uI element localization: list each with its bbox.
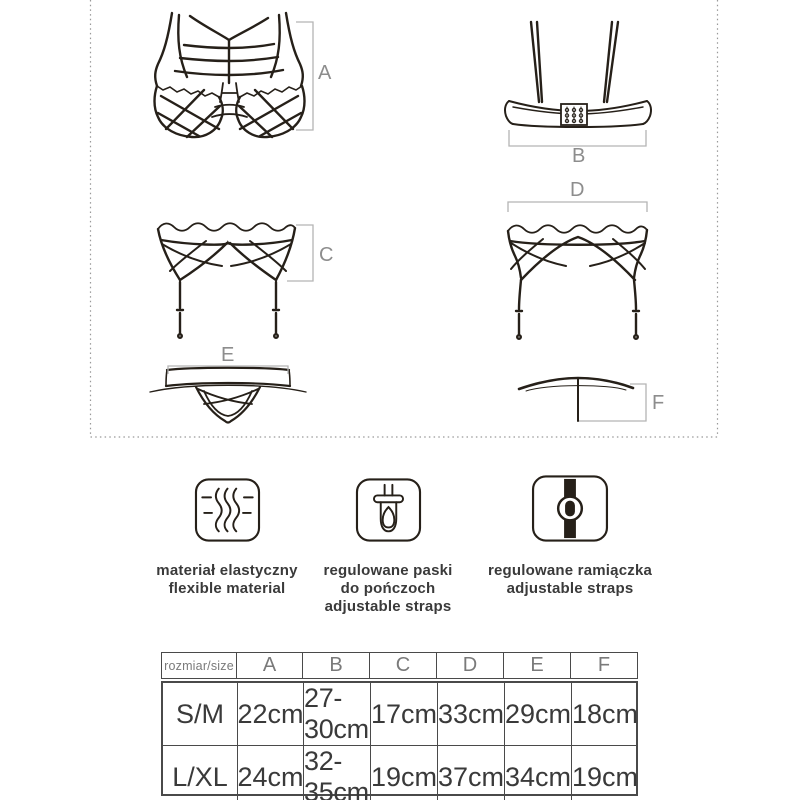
table-header-col-f: F — [597, 654, 611, 676]
feature-caption-line: flexible material — [168, 580, 286, 597]
feature-caption — [323, 562, 452, 616]
feature-caption-line: regulowane ramiączka — [487, 562, 653, 579]
table-cell: 32-35cm — [304, 746, 371, 800]
size-table-body — [161, 681, 639, 800]
measurement-bracket-f — [579, 384, 664, 421]
table-cell: 33cm — [438, 683, 505, 746]
bra-back-drawing — [505, 22, 651, 127]
dim-label-e: E — [221, 344, 235, 366]
elastic-material-icon — [194, 478, 261, 542]
table-cell: 19cm — [572, 761, 639, 792]
panties-back-drawing — [519, 378, 633, 421]
feature-caption — [488, 562, 652, 598]
measurement-bracket-b — [509, 130, 646, 167]
table-cell: 24cm — [238, 746, 304, 800]
table-cell: 34cm — [505, 746, 572, 800]
feature-caption-line: materiał elastyczny — [156, 562, 298, 579]
table-cell: 37cm — [438, 746, 505, 800]
table-cell: 27-30cm — [304, 683, 371, 746]
feature-caption-line: do pończoch — [340, 580, 436, 597]
table-header-col-e: E — [504, 653, 571, 678]
dim-label-f: F — [652, 392, 665, 414]
bra-front-drawing — [155, 13, 305, 137]
table-row-size: L/XL — [163, 746, 238, 800]
garter-clip-icon — [355, 478, 422, 542]
feature-caption-line: adjustable straps — [324, 598, 452, 615]
feature-caption-line: adjustable straps — [506, 580, 634, 597]
feature-garter-straps — [293, 478, 483, 616]
feature-adjustable-straps — [460, 475, 680, 598]
table-header-col-b: B — [303, 653, 370, 678]
table-cell: 22cm — [238, 683, 304, 746]
feature-caption-line: regulowane paski — [323, 562, 453, 579]
garter-belt-back-drawing — [508, 225, 647, 339]
table-header-size: rozmiar/size — [162, 653, 237, 678]
table-cell: 19cm — [371, 746, 438, 800]
dashed-border — [91, 0, 718, 437]
adjustable-strap-icon — [531, 475, 609, 542]
table-cell: 17cm — [371, 683, 438, 746]
panties-front-drawing — [150, 368, 306, 423]
dim-label-b: B — [572, 145, 586, 167]
dim-label-d: D — [570, 179, 585, 201]
dim-label-c: C — [319, 244, 334, 266]
table-row-size: S/M — [163, 683, 238, 746]
table-cell: 18cm — [572, 683, 638, 746]
measurement-bracket-d — [508, 179, 647, 212]
size-table-header — [161, 652, 638, 679]
table-header-col-c: C — [370, 653, 437, 678]
table-header-col-d: D — [437, 653, 504, 678]
garter-belt-front-drawing — [158, 223, 295, 338]
table-cell: 29cm — [505, 683, 572, 746]
dim-label-a: A — [318, 62, 332, 84]
feature-caption — [156, 562, 297, 598]
table-header-col-a: A — [237, 653, 303, 678]
